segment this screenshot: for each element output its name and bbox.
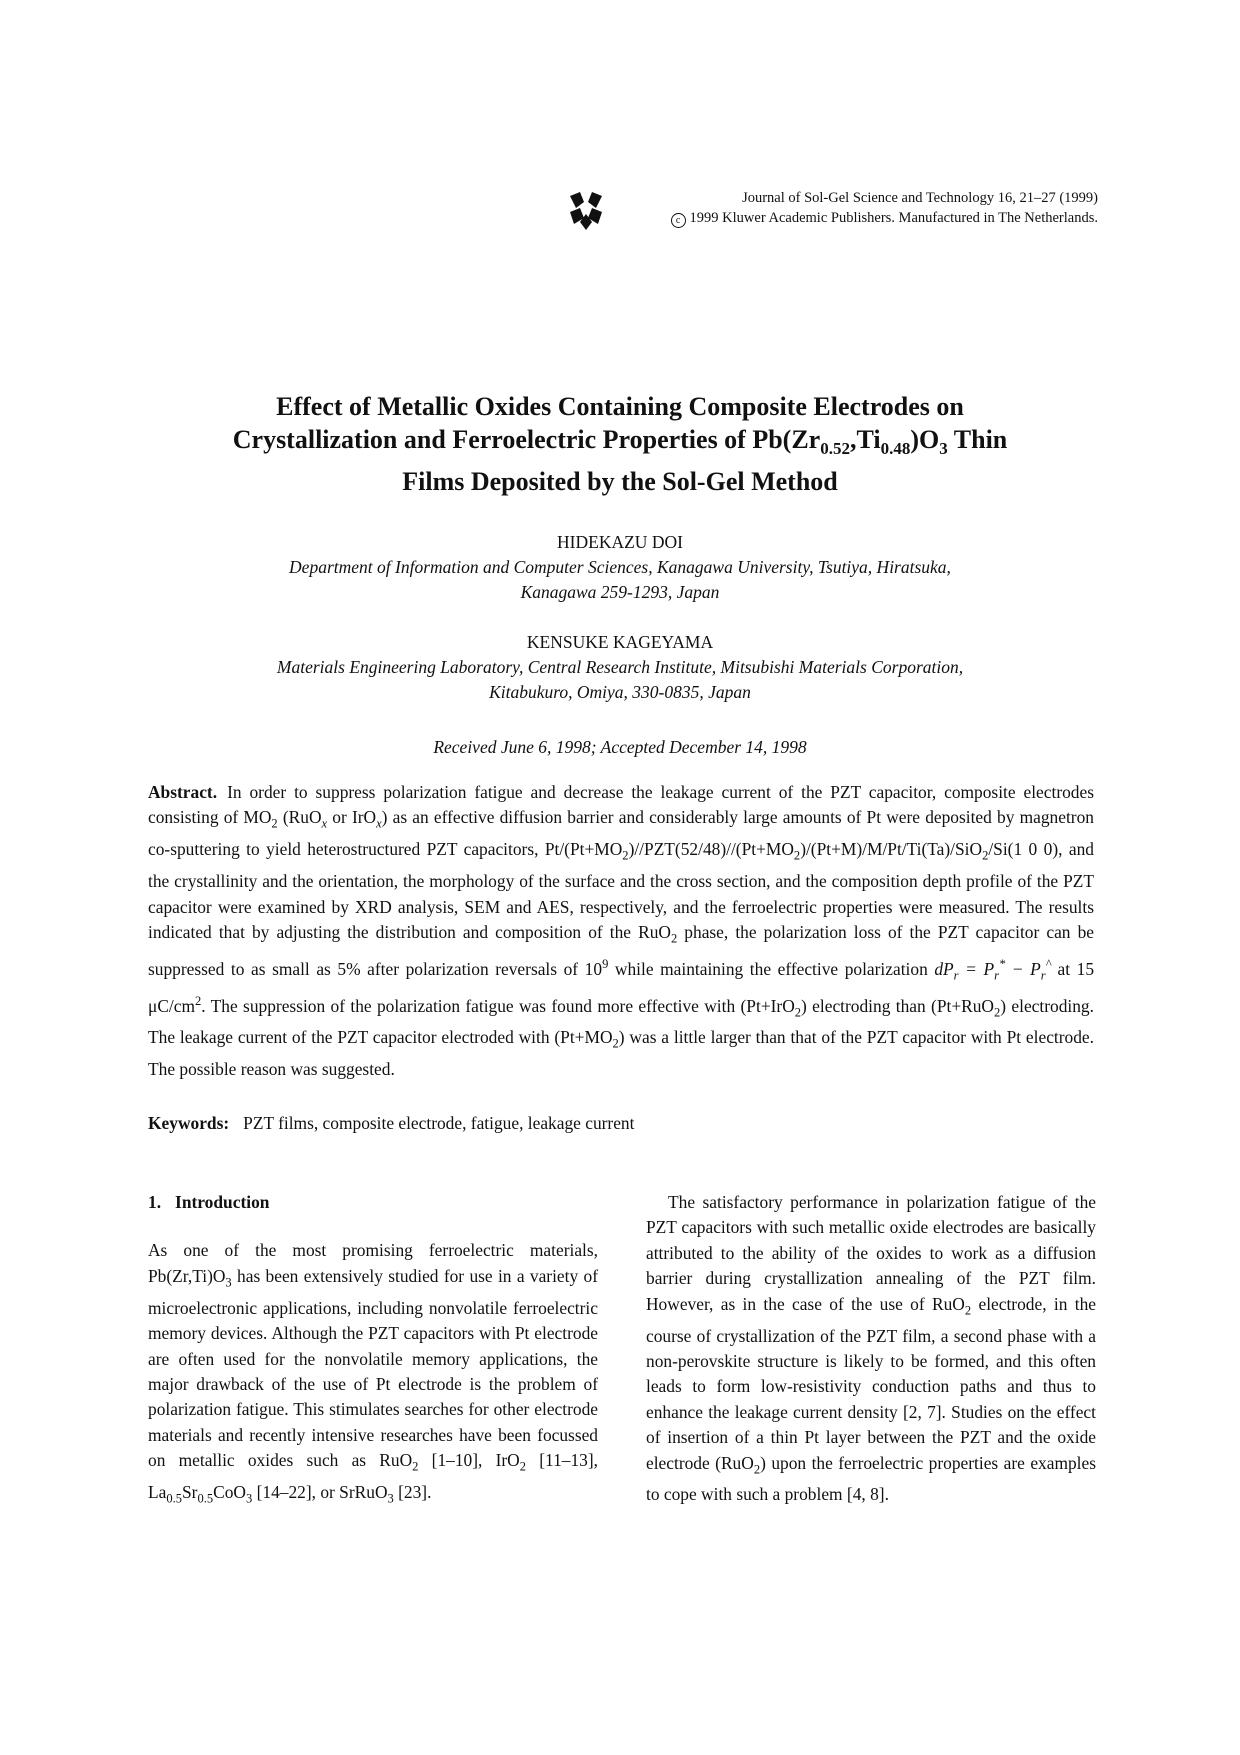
keywords-label: Keywords: <box>148 1113 230 1133</box>
paper-title: Effect of Metallic Oxides Containing Composite Electrodes on Crystallization and Ferroelectric Properties of $Pb(Zr_{0.52},Ti_{0.48})O_3$ Thin Films Deposited by the Sol-Gel Method <box>232 392 1008 497</box>
copyright-icon: c <box>671 213 686 228</box>
author-block-1 <box>150 530 1090 605</box>
journal-header <box>458 188 1098 228</box>
section-heading: 1. Introduction <box>148 1192 270 1212</box>
polarization-formula: $dP_r = P_r^* - P_r^{\^{}}$ <box>934 956 1051 983</box>
author-name: KENSUKE KAGEYAMA <box>526 632 714 652</box>
journal-line: Journal of Sol-Gel Science and Technology 16, 21–27 (1999) <box>742 190 1098 206</box>
column-left <box>148 1190 598 1512</box>
author-affiliation: Kitabukuro, Omiya, 330-0835, Japan <box>489 682 751 702</box>
author-affiliation: Kanagawa 259-1293, Japan <box>520 582 720 602</box>
abstract: Abstract. In order to suppress polarization fatigue and decrease the leakage current of the PZT capacitor, composite electrodes consisting of $MO_2$ (RuO$_x$ or IrO$_x$) as an effective diffusion barrier and considerably large amounts of Pt were deposited by magnetron co-sputtering to yield heterostructured PZT capacitors, $Pt/(Pt+MO_2)//PZT(52/48)//(Pt+MO_2)/(Pt+M)/M/Pt/Ti(Ta)/SiO_2/Si(1$ 0 0), and the crystallinity and the orientation, the morphology of the surface and the cross section, and the composition depth profile of the PZT capacitor were examined by XRD analysis, SEM and AES, respectively, and the ferroelectric properties were measured. The results indicated that by adjusting the distribution and composition of the RuO$_2$ phase, the polarization loss of the PZT capacitor can be suppressed to as small as 5% after polarization reversals of $10^9$ while maintaining the effective polarization $dP_r = P_r^* - P_r^{\^{}}$ at 15 $\mu C/cm^2$. The suppression of the polarization fatigue was found more effective with (Pt+IrO$_2$) electroding than (Pt+RuO$_2$) electroding. The leakage current of the PZT capacitor electroded with $(Pt+MO_2)$ was a little larger than that of the PZT capacitor with Pt electrode. The possible reason was suggested. <box>148 782 1095 1080</box>
received-date: Received June 6, 1998; Accepted December 14, 1998 <box>433 737 807 757</box>
abstract-label: Abstract. <box>148 782 218 802</box>
author-affiliation: Materials Engineering Laboratory, Central Research Institute, Mitsubishi Materials Corporation, <box>276 657 964 677</box>
keywords: Keywords: PZT films, composite electrode, fatigue, leakage current <box>148 1113 635 1133</box>
paragraph: The satisfactory performance in polarization fatigue of the PZT capacitors with such metallic oxide electrodes are basically attributed to the ability of the oxides to work as a diffusion barrier during crystallization annealing of the PZT film. However, as in the case of the use of RuO$_2$ electrode, in the course of crystallization of the PZT film, a second phase with a non-perovskite structure is likely to be formed, and this often leads to form low-resistivity conduction paths and thus to enhance the leakage current density [2, 7]. Studies on the effect of insertion of a thin Pt layer between the PZT and the oxide electrode (RuO$_2$) upon the ferroelectric properties are examples to cope with such a problem [4, 8]. <box>646 1192 1097 1505</box>
author-affiliation: Department of Information and Computer Sciences, Kanagawa University, Tsutiya, Hiratsuka, <box>289 557 951 577</box>
copyright-line: c 1999 Kluwer Academic Publishers. Manufactured in The Netherlands. <box>458 208 1098 228</box>
author-name: HIDEKAZU DOI <box>557 532 683 552</box>
author-block-2 <box>150 630 1090 705</box>
column-right <box>646 1190 1096 1508</box>
paragraph: As one of the most promising ferroelectric materials, $Pb(Zr,Ti)O_3$ has been extensively studied for use in a variety of microelectronic applications, including nonvolatile ferroelectric memory devices. Although the PZT capacitors with Pt electrode are often used for the nonvolatile memory applications, the major drawback of the use of Pt electrode is the problem of polarization fatigue. This stimulates searches for other electrode materials and recently intensive researches have been focussed on metallic oxides such as RuO$_2$ [1–10], IrO$_2$ [11–13], $La_{0.5}Sr_{0.5}CoO_3$ [14–22], or SrRuO$_3$ [23]. <box>148 1240 598 1506</box>
